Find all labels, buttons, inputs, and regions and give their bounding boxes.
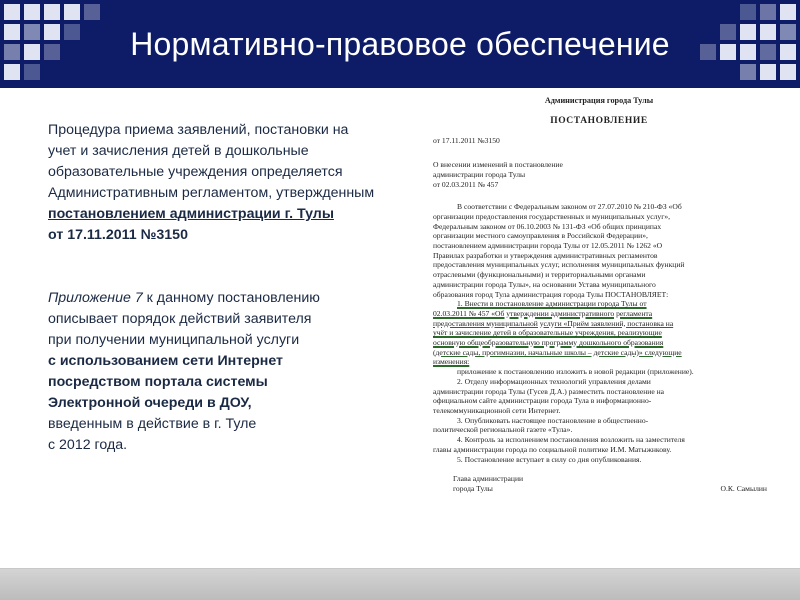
- resolution-reference: постановлением администрации г. Тулы: [48, 206, 334, 222]
- appendix-rest: к данному постановлению: [142, 290, 320, 306]
- text-line: описывает порядок действий заявителя: [48, 311, 312, 327]
- appendix-line: [48, 288, 418, 309]
- document-signature: Глава администрации города Тулы О.К. Самылин: [453, 474, 767, 493]
- text-line: Процедура приема заявлений, постановки на: [48, 122, 349, 138]
- signatory-name: О.К. Самылин: [720, 483, 767, 493]
- resolution-document-image: [423, 92, 775, 542]
- text-line: при получении муниципальной услуги: [48, 332, 300, 348]
- document-org: Администрация города Тулы: [544, 96, 654, 105]
- resolution-date: от 17.11.2011 №3150: [48, 227, 188, 243]
- text-line: Административным регламентом, утвержденным: [48, 185, 375, 201]
- text-line: учет и зачисления детей в дошкольные: [48, 143, 309, 159]
- text-line: с 2012 года.: [48, 437, 128, 453]
- document-title: ПОСТАНОВЛЕНИЕ: [550, 115, 648, 126]
- text-line-bold: с использованием сети Интернет: [48, 353, 283, 369]
- document-date: от 17.11.2011 №3150: [433, 136, 500, 146]
- slide-title: Нормативно-правовое обеспечение: [130, 26, 670, 62]
- document-subject: О внесении изменений в постановление администрации города Тулы от 02.03.2011 № 457: [433, 160, 563, 189]
- appendix-label: Приложение 7: [48, 290, 143, 306]
- text-line-bold: посредством портала системы: [48, 374, 268, 390]
- text-line: образовательные учреждения определяется: [48, 164, 343, 180]
- text-line: введенным в действие в г. Туле: [48, 416, 257, 432]
- slide-header: [0, 0, 800, 88]
- document-body: В соответствии с Федеральным законом от 27.07.2010 № 210-ФЗ «Об организации предоставления государственных и муниципальных услуг», Федеральным законом от 06.10.2003 № 131-ФЗ «Об общих принципах организации местного самоуправления в Российской Федерации», постановлением администрации города Тулы от 12.05.2011 № 1262 «О Правилах разработки и утверждения административных регламентов предоставления муниципальных услуг, исполнения муниципальных функций отраслевыми (функциональными) и территориальными органами администрации города Тулы», на основании Устава муниципального образования город Тула администрация города Тулы ПОСТАНОВЛЯЕТ: 1. Внести в постановление администрации города Тулы от 02.03.2011 № 457 «Об утверждении административного регламента предоставления муниципальной услуги «Приём заявлений, постановка на учёт и зачисление детей в образовательные учреждения, реализующие основную общеобразовательную программу дошкольного образования (детские сады, прогимназии, начальные школы – детские сады)» следующие изменения: приложение к постановлению изложить в новой редакции (приложение). 2. Отделу информационных технологий управления делами администрации города Тулы (Гусев Д.А.) разместить постановление на официальном сайте администрации города Тула в информационно- телекоммуникационной сети Интернет. 3. Опубликовать настоящее постановление в общественно- политической региональной газете «Тула». 4. Контроль за исполнением постановления возложить на заместителя главы администрации города по социальной политике И.М. Матыжнкову. 5. Постановление вступает в силу со дня опубликования.: [433, 202, 694, 464]
- slide-footer-bar: [0, 568, 800, 600]
- description-text: [48, 120, 418, 456]
- text-line-bold: Электронной очереди в ДОУ,: [48, 395, 252, 411]
